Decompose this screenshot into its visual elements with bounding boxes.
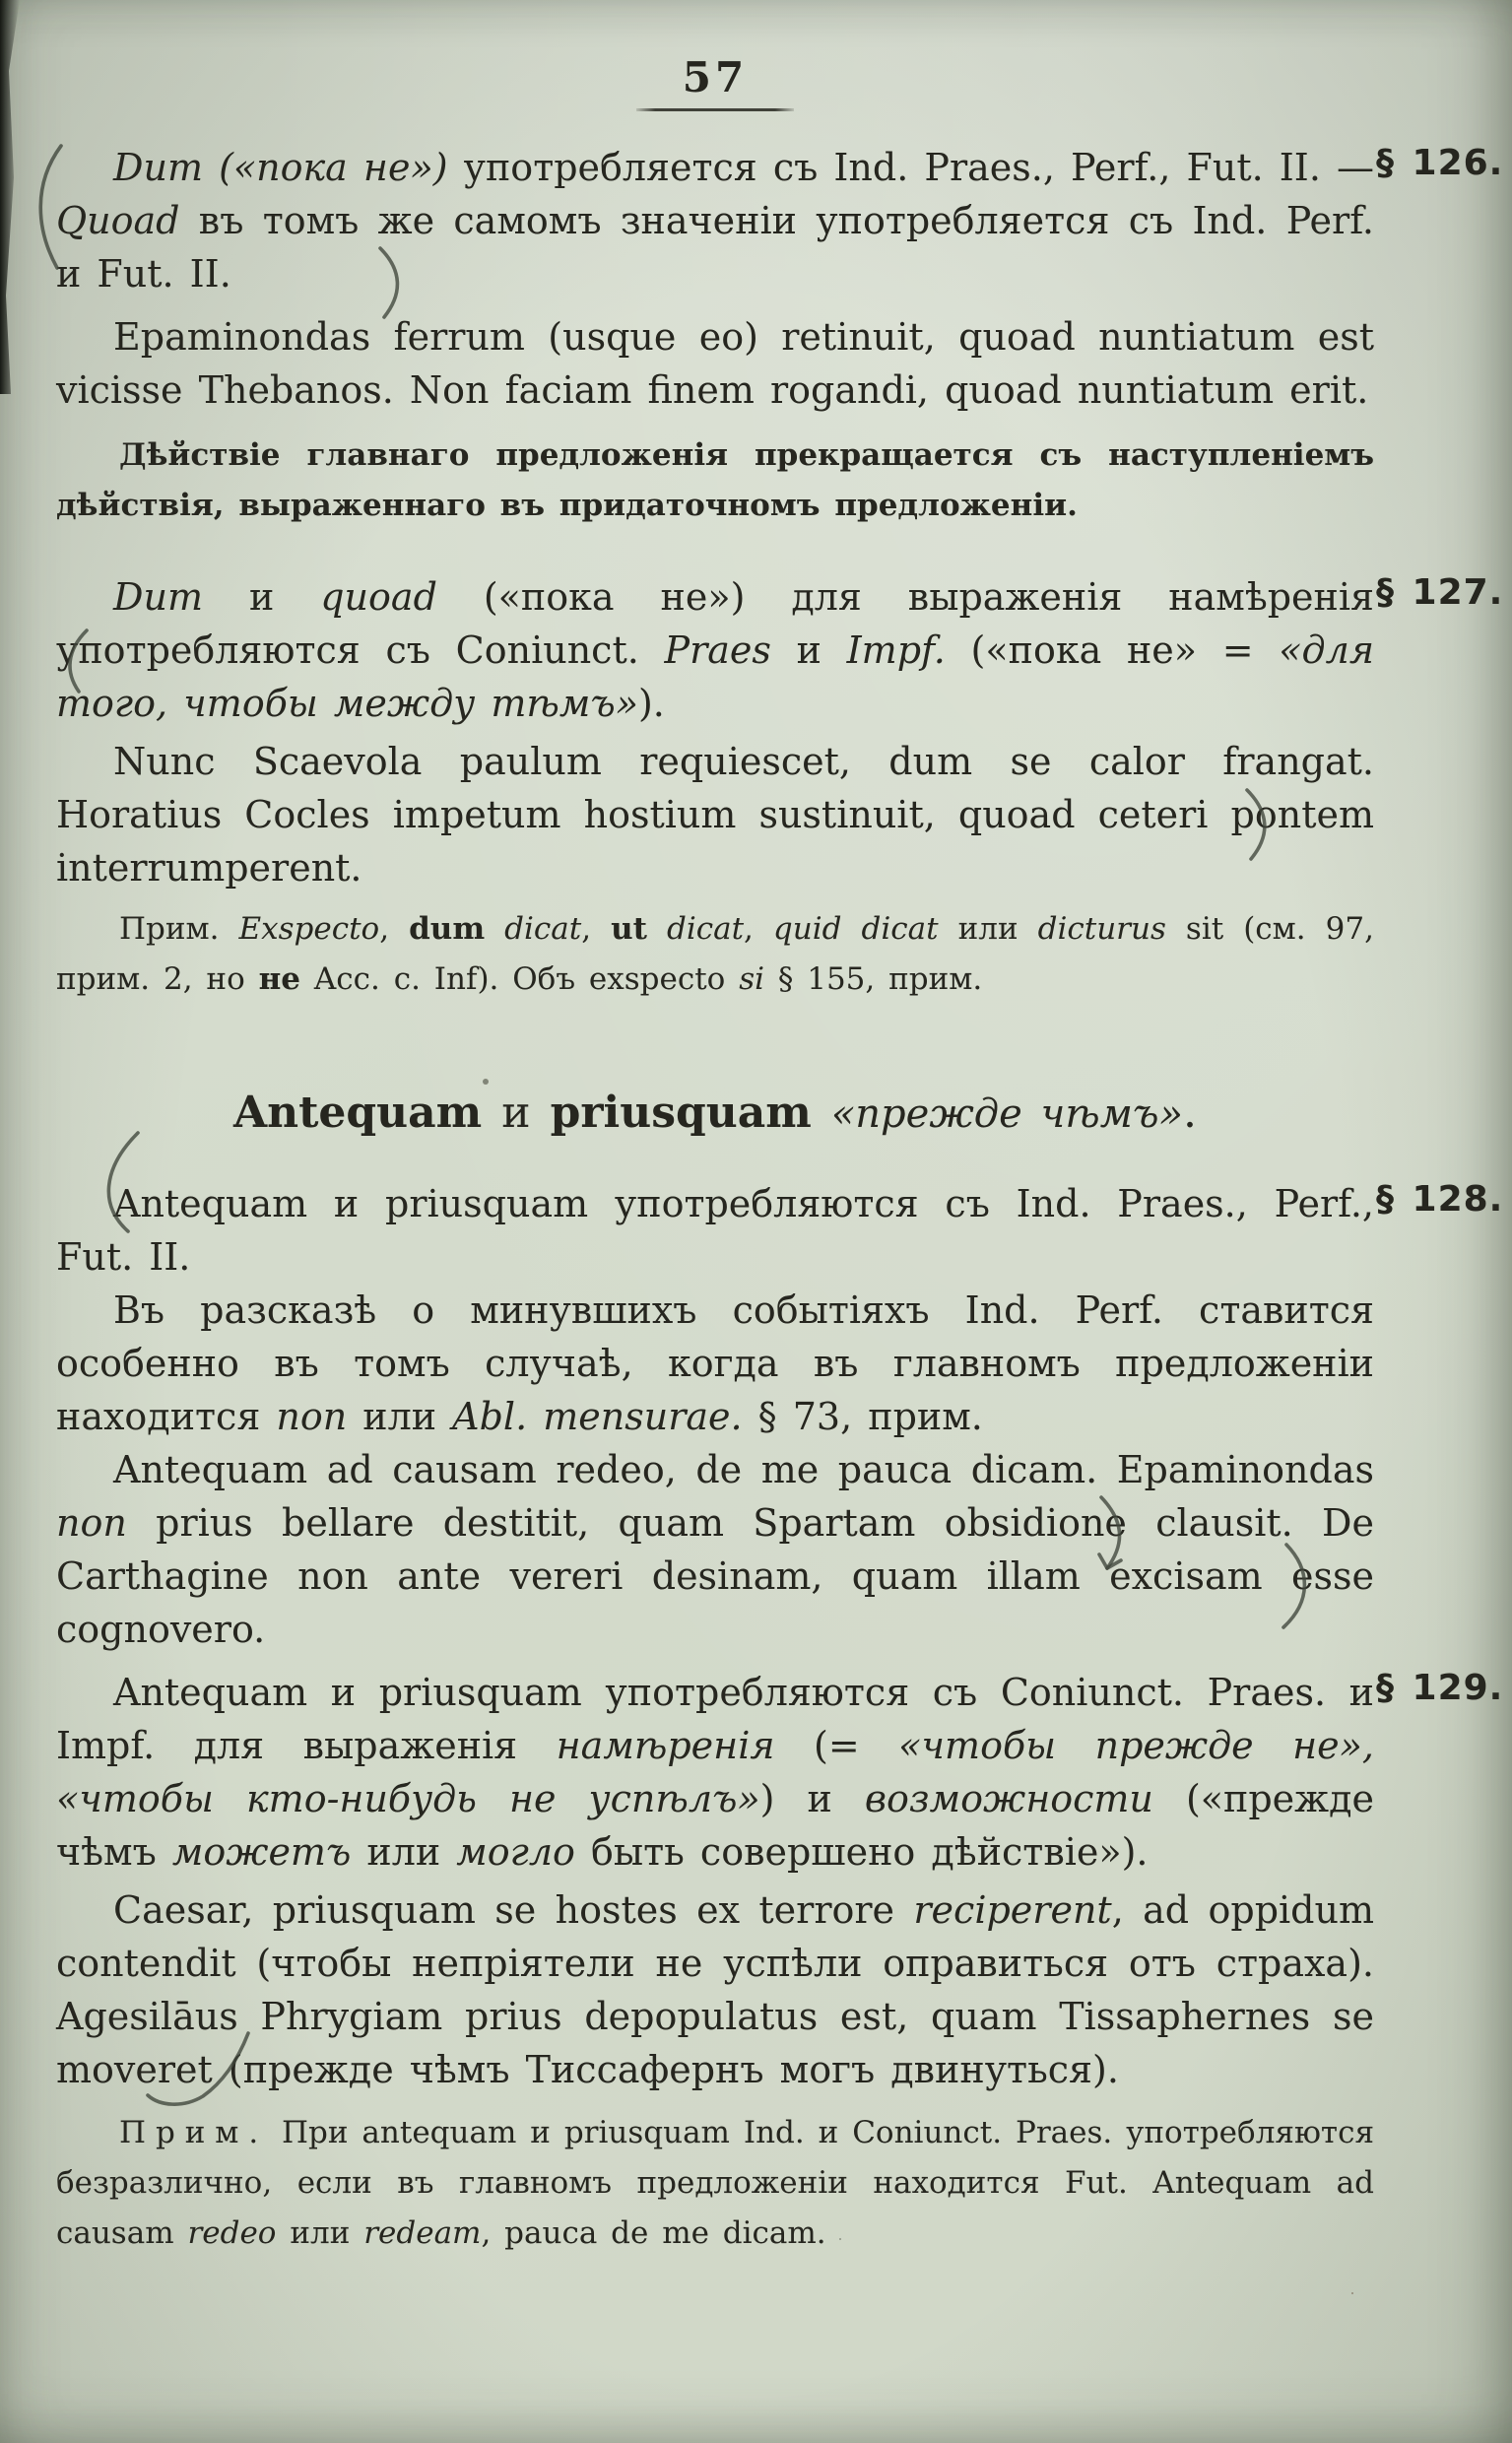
text-run: [485, 911, 504, 947]
text-run: Praes: [664, 628, 771, 672]
latin-example-127: [56, 735, 1374, 894]
text-run: , ad oppidum contendit (чтобы непріятели не успѣли оправиться отъ страха). Agesilāus Phrygiam prius depopulatus est, quam Tissaphernes se moveret (прежде чѣмъ Тиссафернъ могъ двинуться).: [56, 1888, 1375, 2091]
text-run: ).: [637, 682, 665, 725]
text-run: Прим.: [119, 2115, 269, 2150]
latin-example-128: [56, 1443, 1374, 1656]
text-run: или: [938, 911, 1038, 947]
text-run: Antequam: [232, 1088, 483, 1138]
page-number-rule: [636, 108, 794, 111]
text-run: При antequam и priusquam Ind. и Coniunct. Praes. употребляются безразлично, если въ главномъ предложеніи находится Fut. Antequam ad causam: [56, 2115, 1374, 2251]
paragraph-129: [56, 1666, 1504, 1879]
text-run: Abl. mensurae.: [452, 1395, 743, 1438]
text-run: Epaminondas ferrum (usque eo) retinuit, quoad nuntiatum est vicisse Thebanos. Non faciam finem rogandi, quoad nuntiatum erit.: [56, 315, 1374, 412]
text-run: Antequam ad causam redeo, de me pauca dicam. Epaminondas: [113, 1448, 1374, 1491]
text-run: Nunc Scaevola paulum requiescet, dum se calor frangat. Horatius Cocles impetum hostium sustinuit, quoad ceteri pontem interrumperent.: [56, 740, 1374, 890]
text-run: , pauca de me dicam.: [481, 2215, 826, 2251]
page-number: 57: [682, 53, 749, 101]
text-run: non: [276, 1395, 348, 1438]
text-run: dicturus: [1037, 911, 1166, 947]
text-run: Antequam и priusquam употребляются съ Coniunct. Praes. и Impf. для выраженія: [56, 1671, 1374, 1767]
text-run: [812, 1088, 831, 1138]
text-run: Exspecto: [238, 911, 380, 947]
section-marker-127: § 127.: [1376, 572, 1504, 613]
paragraph-128b: [56, 1284, 1374, 1443]
text-run: можетъ: [171, 1830, 352, 1874]
text-run: ,: [379, 911, 410, 947]
text-run: Dum («пока не»): [113, 146, 448, 189]
text-run: Antequam и priusquam употребляются съ Ind. Praes., Perf., Fut. II.: [56, 1182, 1374, 1279]
text-run: sit (см. 97, прим. 2, но: [56, 911, 1374, 997]
text-run: redeo: [187, 2215, 277, 2251]
text-run: ,: [581, 911, 612, 947]
note-129: [56, 2108, 1374, 2259]
text-run: ,: [744, 911, 773, 947]
text-run: non: [56, 1501, 127, 1545]
section-marker-129: § 129.: [1376, 1668, 1504, 1708]
text-run: § 73, прим.: [742, 1395, 983, 1438]
text-run: «для того, чтобы между тѣмъ»: [56, 628, 1374, 725]
text-run: reciperent: [913, 1888, 1112, 1932]
text-run: ut: [611, 911, 647, 947]
text-run: «чтобы прежде не», «чтобы кто-нибудь не успѣлъ»: [56, 1724, 1374, 1820]
text-run: ) и: [759, 1777, 865, 1820]
text-run: Прим.: [119, 911, 239, 947]
text-run: Acc. c. Inf). Объ exspecto: [300, 961, 740, 997]
text-run: могло: [456, 1830, 575, 1874]
text-run: quoad: [320, 575, 437, 619]
text-run: не: [258, 961, 301, 997]
text-run: .: [1183, 1088, 1198, 1138]
text-run: («прежде чѣмъ: [56, 1777, 1375, 1874]
text-run: или: [351, 1830, 457, 1874]
section-marker-126: § 126.: [1376, 143, 1504, 183]
text-run: [647, 911, 667, 947]
text-run: dicat: [666, 911, 745, 947]
text-run: употребляется съ Ind. Praes., Perf., Fut. II. —: [447, 146, 1374, 189]
text-run: § 155, прим.: [764, 961, 983, 997]
text-run: prius bellare destitit, quam Spartam obsidione clausit. De Carthagine non ante vereri desinam, quam illam excisam esse cognovero.: [56, 1501, 1374, 1651]
section-heading-antequam: [56, 1084, 1374, 1144]
text-run: Дѣйствіе главнаго предложенія прекращается съ наступленіемъ дѣйствія, выраженнаго въ придаточномъ предложеніи.: [56, 437, 1374, 523]
paragraph-126: [56, 141, 1504, 300]
section-marker-128: § 128.: [1376, 1179, 1504, 1220]
text-run: priusquam: [550, 1088, 812, 1138]
text-run: quid dicat: [772, 911, 939, 947]
text-run: Dum: [113, 575, 203, 619]
paragraph-127: [56, 570, 1504, 730]
text-run: «прежде чѣмъ»: [830, 1091, 1184, 1137]
text-run: или: [276, 2215, 364, 2251]
text-run: быть совершено дѣйствіе»).: [574, 1830, 1149, 1874]
text-run: и: [770, 628, 847, 672]
paragraph-128: [56, 1177, 1504, 1284]
text-run: и: [202, 575, 321, 619]
text-run: redeam: [363, 2215, 482, 2251]
text-run: («пока не» =: [945, 628, 1280, 672]
text-run: или: [347, 1395, 453, 1438]
note-127: [56, 904, 1374, 1005]
text-run: возможности: [864, 1777, 1153, 1820]
text-run: («пока не») для выраженія намѣренія употребляются съ Coniunct.: [56, 575, 1374, 672]
text-run: въ томъ же самомъ значеніи употребляется съ Ind. Perf. и Fut. II.: [56, 199, 1374, 296]
text-run: (=: [774, 1724, 899, 1767]
text-run: Въ разсказѣ о минувшихъ событіяхъ Ind. Perf. ставится особенно въ томъ случаѣ, когда въ главномъ предложеніи находится: [56, 1288, 1374, 1438]
latin-example-126: [56, 310, 1374, 417]
text-run: si: [739, 961, 765, 997]
note-126: [56, 430, 1374, 531]
text-run: намѣренія: [556, 1724, 775, 1767]
latin-example-129: [56, 1883, 1374, 2096]
text-run: Impf.: [846, 628, 946, 672]
text-run: dum: [409, 911, 486, 947]
text-run: и: [482, 1088, 551, 1138]
text-run: Quoad: [56, 199, 180, 242]
text-run: dicat: [504, 911, 582, 947]
text-run: Caesar, priusquam se hostes ex terrore: [113, 1888, 914, 1932]
